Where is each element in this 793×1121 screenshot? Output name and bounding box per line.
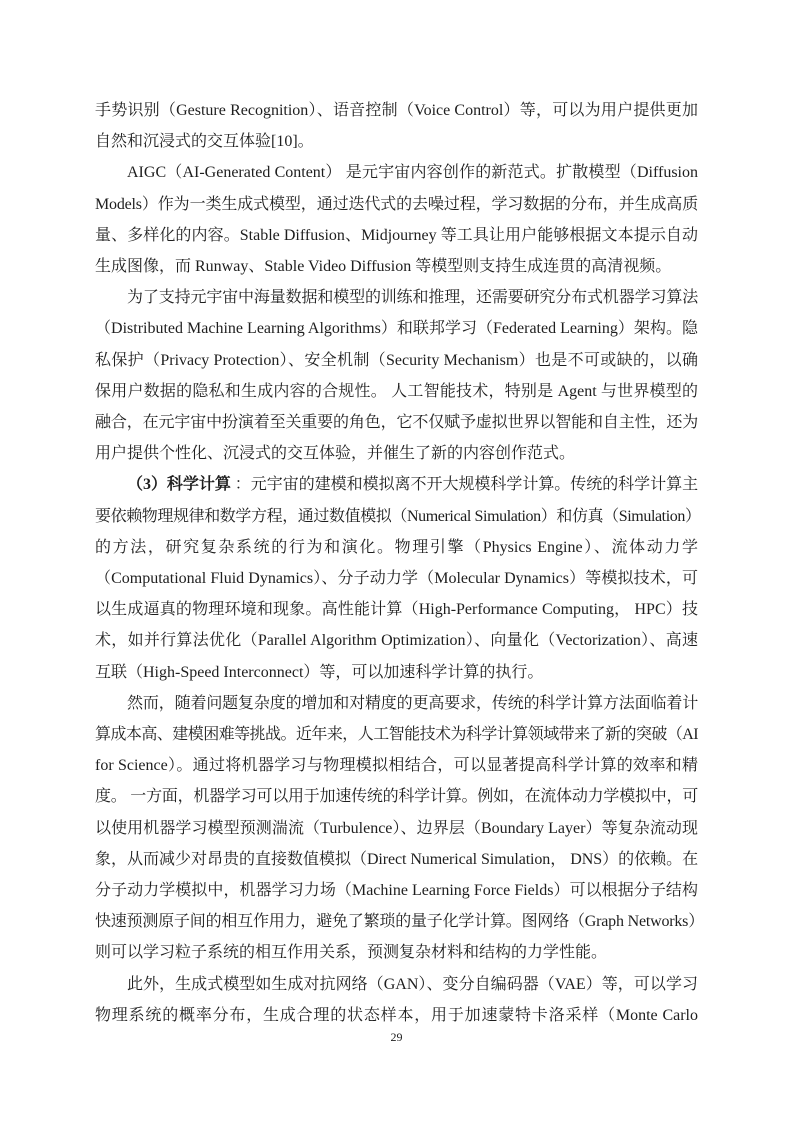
text-line: 此外，生成式模型如生成对抗网络（GAN）、变分自编码器（VAE）等，可以学习 — [127, 975, 698, 993]
text-line: 以使用机器学习模型预测湍流（Turbulence）、边界层（Boundary Layer）等复杂流动现 — [95, 819, 698, 837]
section-heading: （3）科学计算 — [127, 476, 231, 494]
text-line-body: ：元宇宙的建模和模拟离不开大规模科学计算。传统的科学计算主 — [230, 476, 698, 494]
text-line: （Computational Fluid Dynamics）、分子动力学（Molecular Dynamics）等模拟技术，可 — [95, 570, 698, 588]
paragraph — [95, 469, 701, 687]
text-line: 物理系统的概率分布，生成合理的状态样本，用于加速蒙特卡洛采样（Monte Carlo — [95, 1006, 698, 1024]
text-column — [95, 95, 704, 1031]
text-line: 融合，在元宇宙中扮演着至关重要的角色，它不仅赋予虚拟世界以智能和自主性，还为 — [95, 414, 698, 432]
text-line: 互联（High-Speed Interconnect）等，可以加速科学计算的执行。 — [95, 663, 544, 681]
text-line: 自然和沉浸式的交互体验[10]。 — [95, 133, 314, 151]
text-line: 为了支持元宇宙中海量数据和模型的训练和推理，还需要研究分布式机器学习算法 — [127, 289, 698, 307]
text-line: 私保护（Privacy Protection）、安全机制（Security Mechanism）也是不可或缺的，以确 — [95, 351, 698, 369]
text-line: （Distributed Machine Learning Algorithms）和联邦学习（Federated Learning）架构。隐 — [95, 320, 698, 338]
text-line: 量、多样化的内容。Stable Diffusion、Midjourney 等工具让用户能够根据文本提示自动 — [95, 226, 698, 244]
text-line: 用户提供个性化、沉浸式的交互体验，并催生了新的内容创作范式。 — [95, 445, 576, 463]
paragraph — [95, 969, 698, 1031]
paragraph — [95, 688, 704, 969]
text-line: 的方法，研究复杂系统的行为和演化。物理引擎（Physics Engine）、流体动力学 — [95, 538, 698, 556]
text-line — [95, 469, 698, 500]
text-line: 象，从而减少对昂贵的直接数值模拟（Direct Numerical Simulation， DNS）的依赖。在 — [95, 850, 698, 868]
text-line: 生成图像，而 Runway、Stable Video Diffusion 等模型则支持生成连贯的高清视频。 — [95, 258, 672, 276]
text-line: 分子动力学模拟中，机器学习力场（Machine Learning Force Fields）可以根据分子结构 — [95, 882, 698, 900]
page-number: 29 — [390, 1030, 403, 1044]
text-line: 快速预测原子间的相互作用力，避免了繁琐的量子化学计算。图网络（Graph Networks） — [95, 913, 704, 931]
text-line: 算成本高、建模困难等挑战。近年来，人工智能技术为科学计算领域带来了新的突破（AI — [95, 726, 698, 744]
text-line: 要依赖物理规律和数学方程，通过数值模拟（Numerical Simulation）和仿真（Simulation） — [95, 507, 701, 525]
text-line: 保用户数据的隐私和生成内容的合规性。 人工智能技术，特别是 Agent 与世界模型的 — [95, 382, 698, 400]
text-line: for Science）。通过将机器学习与物理模拟相结合，可以显著提高科学计算的效率和精 — [95, 757, 698, 775]
text-line: 然而，随着问题复杂度的增加和对精度的更高要求，传统的科学计算方法面临着计 — [127, 694, 698, 712]
paragraph — [95, 95, 698, 157]
paragraph — [95, 282, 698, 469]
text-line: 则可以学习粒子系统的相互作用关系，预测复杂材料和结构的力学性能。 — [95, 944, 608, 962]
text-line: 术，如并行算法优化（Parallel Algorithm Optimization）、向量化（Vectorization）、高速 — [95, 632, 698, 650]
text-line: 度。 一方面，机器学习可以用于加速传统的科学计算。例如，在流体动力学模拟中，可 — [95, 788, 698, 806]
text-line: Models）作为一类生成式模型，通过迭代式的去噪过程，学习数据的分布，并生成高质 — [95, 195, 698, 213]
text-line: AIGC（AI-Generated Content） 是元宇宙内容创作的新范式。扩散模型（Diffusion — [127, 164, 698, 182]
paragraph — [95, 157, 698, 282]
text-line: 以生成逼真的物理环境和现象。高性能计算（High-Performance Computing， HPC）技 — [95, 601, 698, 619]
text-line: 手势识别（Gesture Recognition）、语音控制（Voice Control）等，可以为用户提供更加 — [95, 102, 698, 119]
